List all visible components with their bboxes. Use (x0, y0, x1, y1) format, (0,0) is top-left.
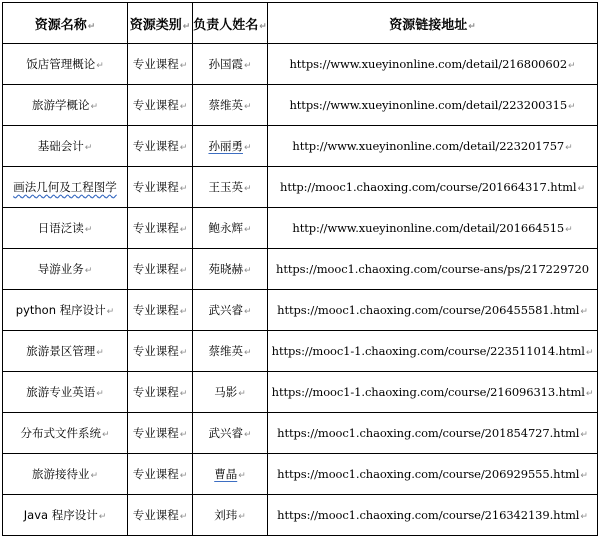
paragraph-mark: ↵ (101, 430, 110, 440)
paragraph-mark: ↵ (98, 512, 107, 522)
paragraph-mark: ↵ (179, 184, 188, 194)
resource-name: 导游业务 (37, 262, 84, 276)
resource-url[interactable]: http://www.xueyinonline.com/detail/223201757 (292, 139, 565, 153)
paragraph-mark: ↵ (259, 21, 267, 32)
resource-type: 专业课程 (132, 303, 179, 317)
cell-url (268, 290, 598, 331)
person-name: 鲍永辉 (208, 221, 243, 235)
paragraph-mark: ↵ (580, 512, 588, 522)
person-name: 武兴睿 (208, 426, 243, 440)
cell-url (268, 44, 598, 85)
cell-name (3, 413, 128, 454)
paragraph-mark: ↵ (238, 512, 246, 522)
cell-type (128, 413, 193, 454)
paragraph-mark: ↵ (179, 61, 188, 71)
table-row (3, 290, 598, 331)
person-name: 武兴睿 (208, 303, 243, 317)
cell-type (128, 290, 193, 331)
header-person-name (193, 3, 268, 44)
table-row (3, 454, 598, 495)
person-name: 马影 (214, 385, 238, 399)
cell-type (128, 372, 193, 413)
resource-url[interactable]: https://www.xueyinonline.com/detail/223200315 (289, 98, 568, 112)
paragraph-mark: ↵ (238, 389, 246, 399)
paragraph-mark: ↵ (179, 348, 188, 358)
cell-name (3, 454, 128, 495)
resource-name: 旅游景区管理 (26, 344, 96, 358)
paragraph-mark: ↵ (243, 348, 252, 358)
paragraph-mark: ↵ (565, 143, 573, 153)
header-resource-type (128, 3, 193, 44)
resource-type: 专业课程 (132, 385, 179, 399)
paragraph-mark: ↵ (84, 225, 93, 235)
paragraph-mark: ↵ (90, 102, 99, 112)
paragraph-mark: ↵ (580, 471, 588, 481)
resource-name: 旅游接待业 (31, 467, 90, 481)
cell-url (268, 495, 598, 536)
paragraph-mark: ↵ (179, 430, 188, 440)
paragraph-mark: ↵ (243, 307, 252, 317)
resource-table (2, 2, 598, 536)
paragraph-mark: ↵ (179, 102, 188, 112)
paragraph-mark: ↵ (179, 266, 188, 276)
table-row (3, 208, 598, 249)
resource-url[interactable]: https://mooc1-1.chaoxing.com/course/223511014.html (271, 344, 585, 358)
cell-person (193, 413, 268, 454)
resource-name: 旅游专业英语 (26, 385, 96, 399)
cell-person (193, 331, 268, 372)
cell-url (268, 372, 598, 413)
paragraph-mark: ↵ (243, 266, 252, 276)
cell-url (268, 85, 598, 126)
header-resource-url (268, 3, 598, 44)
resource-name: Java 程序设计 (23, 508, 98, 522)
paragraph-mark: ↵ (84, 143, 93, 153)
header-label: 资源类别 (129, 17, 182, 33)
resource-name: 旅游学概论 (31, 98, 90, 112)
cell-person (193, 167, 268, 208)
cell-type (128, 454, 193, 495)
cell-url (268, 126, 598, 167)
cell-name (3, 44, 128, 85)
resource-url[interactable]: https://mooc1.chaoxing.com/course-ans/ps/217229720 (276, 262, 589, 276)
resource-type: 专业课程 (132, 344, 179, 358)
resource-url[interactable]: https://www.xueyinonline.com/detail/216800602 (289, 57, 568, 71)
cell-type (128, 208, 193, 249)
resource-type: 专业课程 (132, 98, 179, 112)
paragraph-mark: ↵ (468, 21, 476, 32)
cell-type (128, 85, 193, 126)
cell-name (3, 249, 128, 290)
cell-name (3, 290, 128, 331)
cell-url (268, 454, 598, 495)
paragraph-mark: ↵ (87, 21, 96, 32)
table-row (3, 413, 598, 454)
resource-url[interactable]: https://mooc1.chaoxing.com/course/206929555.html (277, 467, 580, 481)
resource-type: 专业课程 (132, 57, 179, 71)
cell-type (128, 167, 193, 208)
cell-url (268, 249, 598, 290)
cell-url (268, 331, 598, 372)
cell-name (3, 167, 128, 208)
paragraph-mark: ↵ (568, 61, 576, 71)
cell-type (128, 495, 193, 536)
resource-name: 饭店管理概论 (26, 57, 96, 71)
paragraph-mark: ↵ (580, 430, 588, 440)
paragraph-mark: ↵ (84, 266, 93, 276)
header-label: 资源链接地址 (389, 17, 468, 33)
paragraph-mark: ↵ (96, 389, 104, 399)
cell-url (268, 413, 598, 454)
person-name: 曹晶 (214, 467, 238, 481)
resource-url[interactable]: https://mooc1.chaoxing.com/course/216342139.html (277, 508, 580, 522)
resource-url[interactable]: https://mooc1.chaoxing.com/course/206455581.html (277, 303, 580, 317)
person-name: 刘玮 (214, 508, 238, 522)
person-name: 蔡维英 (208, 344, 243, 358)
resource-type: 专业课程 (132, 508, 179, 522)
table-row (3, 44, 598, 85)
cell-person (193, 495, 268, 536)
cell-url (268, 208, 598, 249)
resource-url[interactable]: http://mooc1.chaoxing.com/course/201664317.html (280, 180, 577, 194)
person-name: 孙丽勇 (208, 139, 243, 153)
cell-url (268, 167, 598, 208)
cell-person (193, 249, 268, 290)
cell-name (3, 126, 128, 167)
resource-name: 画法几何及工程图学 (13, 180, 117, 194)
cell-person (193, 126, 268, 167)
table-row (3, 331, 598, 372)
cell-type (128, 249, 193, 290)
paragraph-mark: ↵ (179, 143, 188, 153)
resource-type: 专业课程 (132, 467, 179, 481)
resource-type: 专业课程 (132, 221, 179, 235)
person-name: 苑晓赫 (208, 262, 243, 276)
cell-person (193, 454, 268, 495)
paragraph-mark: ↵ (568, 102, 576, 112)
cell-type (128, 331, 193, 372)
resource-url[interactable]: http://www.xueyinonline.com/detail/201664515 (292, 221, 565, 235)
paragraph-mark: ↵ (179, 225, 188, 235)
cell-name (3, 331, 128, 372)
person-name: 孙国霞 (208, 57, 243, 71)
table-row (3, 126, 598, 167)
resource-url[interactable]: https://mooc1.chaoxing.com/course/201854727.html (277, 426, 580, 440)
cell-person (193, 85, 268, 126)
resource-type: 专业课程 (132, 262, 179, 276)
table-row (3, 372, 598, 413)
paragraph-mark: ↵ (565, 225, 573, 235)
paragraph-mark: ↵ (179, 389, 188, 399)
resource-url[interactable]: https://mooc1-1.chaoxing.com/course/216096313.html (271, 385, 585, 399)
resource-name: 分布式文件系统 (20, 426, 101, 440)
table-header-row (3, 3, 598, 44)
table-row (3, 249, 598, 290)
cell-name (3, 208, 128, 249)
resource-type: 专业课程 (132, 180, 179, 194)
paragraph-mark: ↵ (585, 348, 594, 358)
cell-name (3, 372, 128, 413)
paragraph-mark: ↵ (585, 389, 594, 399)
table-row (3, 167, 598, 208)
paragraph-mark: ↵ (243, 143, 252, 153)
paragraph-mark: ↵ (243, 225, 252, 235)
paragraph-mark: ↵ (96, 61, 104, 71)
paragraph-mark: ↵ (243, 184, 252, 194)
paragraph-mark: ↵ (179, 512, 188, 522)
paragraph-mark: ↵ (179, 307, 188, 317)
resource-type: 专业课程 (132, 139, 179, 153)
paragraph-mark: ↵ (243, 102, 252, 112)
person-name: 蔡维英 (208, 98, 243, 112)
paragraph-mark: ↵ (96, 348, 104, 358)
cell-type (128, 126, 193, 167)
header-label: 负责人姓名 (193, 17, 259, 33)
paragraph-mark: ↵ (243, 61, 252, 71)
header-resource-name (3, 3, 128, 44)
cell-person (193, 208, 268, 249)
resource-name: python 程序设计 (15, 303, 106, 317)
header-label: 资源名称 (34, 17, 87, 33)
cell-person (193, 44, 268, 85)
paragraph-mark: ↵ (238, 471, 246, 481)
resource-type: 专业课程 (132, 426, 179, 440)
paragraph-mark: ↵ (580, 307, 588, 317)
paragraph-mark: ↵ (106, 307, 115, 317)
table-row (3, 495, 598, 536)
cell-person (193, 290, 268, 331)
paragraph-mark: ↵ (179, 471, 188, 481)
person-name: 王玉英 (208, 180, 243, 194)
paragraph-mark: ↵ (577, 184, 585, 194)
cell-person (193, 372, 268, 413)
resource-name: 基础会计 (37, 139, 84, 153)
cell-name (3, 85, 128, 126)
cell-type (128, 44, 193, 85)
paragraph-mark: ↵ (90, 471, 99, 481)
resource-name: 日语泛读 (37, 221, 84, 235)
cell-name (3, 495, 128, 536)
table-row (3, 85, 598, 126)
paragraph-mark: ↵ (182, 21, 191, 32)
paragraph-mark: ↵ (243, 430, 252, 440)
